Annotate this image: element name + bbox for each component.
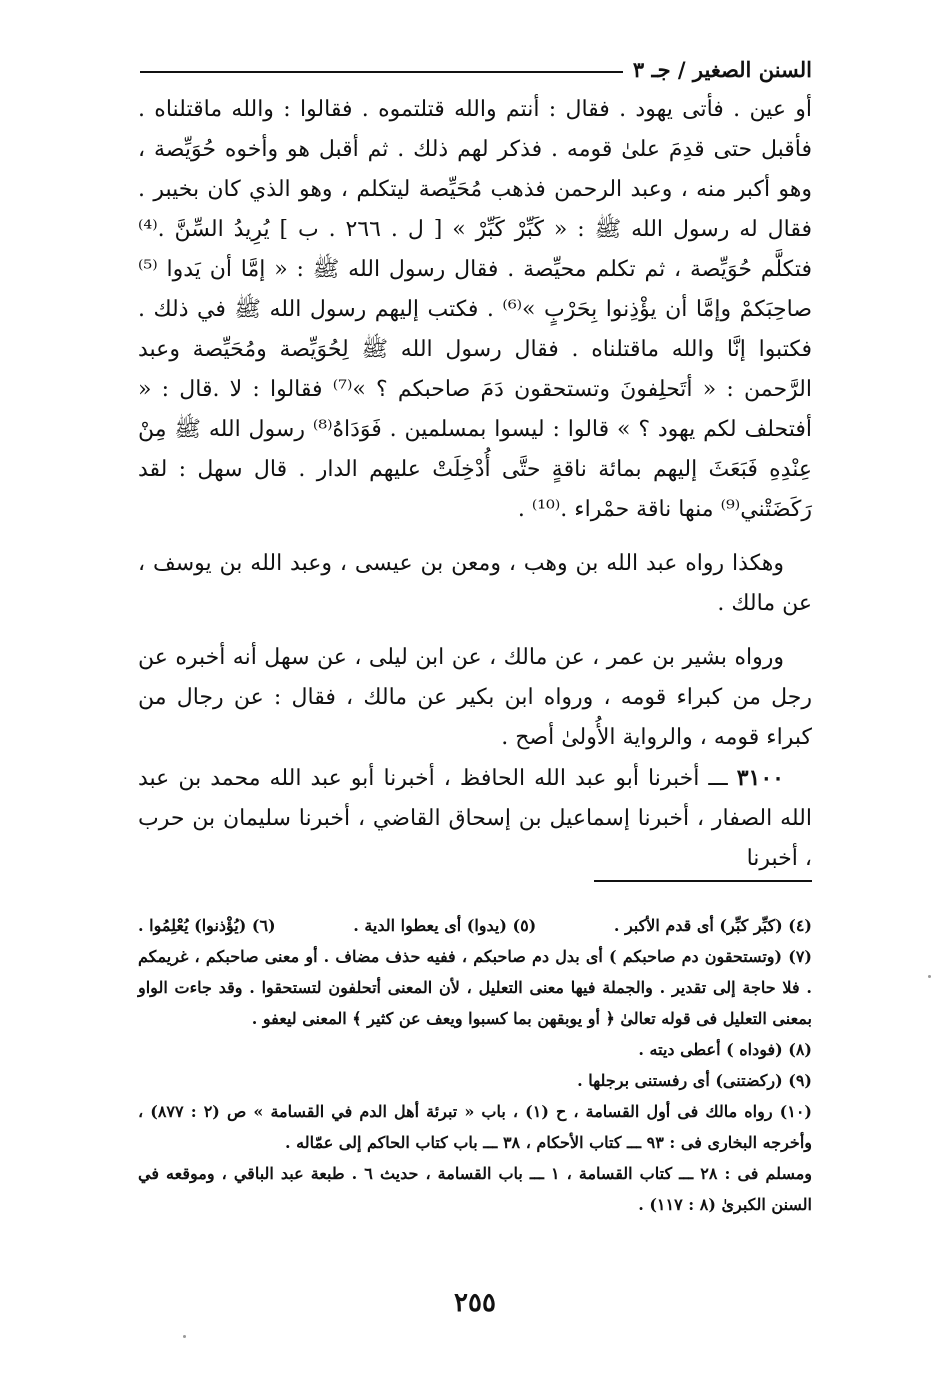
- hadith-text: ـــ أخبرنا أبو عبد الله الحافظ ، أخبرنا أبو عبد الله محمد بن عبد الله الصفار ، أخبرنا إسماعيل بن إسحاق القاضي ، أخبرنا سليمان بن حرب ، أخبرنا: [138, 766, 812, 871]
- footnote-10: (١٠) رواه مالك فى أول القسامة ، ح (١) ، باب « تبرئة أهل الدم في القسامة » ص (٢ : ٨٧٧) ، وأخرجه البخارى فى : ٩٣ ـــ كتاب الأحكام ، ٣٨ ـــ باب كتاب الحاكم إلى عمّاله .: [138, 1102, 812, 1152]
- footnote-row: [138, 910, 812, 941]
- main-text: [138, 90, 812, 879]
- scan-speck: [928, 975, 931, 978]
- body-paragraph-3: ورواه بشير بن عمر ، عن مالك ، عن ابن ليلى ، عن سهل أنه أخبره عن رجل من كبراء قومه ، ورواه ابن بكير عن مالك ، فقال : عن رجال من كبراء قومه ، والرواية الأُولىٰ أصح .: [138, 645, 812, 750]
- scan-speck: [183, 1335, 186, 1338]
- running-header: [140, 54, 812, 84]
- footnote-10-continued: ومسلم فى : ٢٨ ـــ كتاب القسامة ، ١ ـــ باب القسامة ، حديث ٦ . طبعة عبد الباقي ، وموقعه في السنن الكبرىٰ (٨ : ١١٧) .: [138, 1164, 813, 1214]
- footnote-8: (٨) (فوداه ) أعطى ديته .: [638, 1040, 812, 1059]
- footnotes: [138, 910, 812, 1220]
- body-paragraph-1: أو عين . فأتى يهود . فقال : أنتم والله قتلتموه . فقالوا : والله ماقتلناه . فأقبل حتى قدِمَ علىٰ قومه . فذكر لهم ذلك . ثم أقبل هو وأخوه حُوَيِّصة ، وهو أكبر منه ، وعبد الرحمن فذهب مُحَيِّصة ليتكلم ، وهو الذي كان بخيبر . فقال له رسول الله ﷺ : « كَبِّرْ كَبِّرْ » [ ل . ٢٦٦ . ب ] يُرِيدُ السِّنَّ .⁽⁴⁾ فتكلَّم حُوَيِّصة ، ثم تكلم محيِّصة . فقال رسول الله ﷺ : « إمَّا أن يَدوا ⁽⁵⁾ صاحِبَكمْ وإمَّا أن يؤْذِنوا بِحَرْبٍ »⁽⁶⁾ . فكتب إليهم رسول الله ﷺ في ذلك . فكتبوا إنَّا والله ماقتلناه . فقال رسول الله ﷺ لِحُوَيِّصة ومُحَيِّصة وعبد الرَّحمن : « أتَحلِفونَ وتستحقون دَمَ صاحبكم ؟ »⁽⁷⁾ فقالوا : لا .قال : « أفتحلف لكم يهود ؟ » قالوا : ليسوا بمسلمين . فَوَدَاهُ⁽⁸⁾ رسول الله ﷺ مِنْ عِنْدِهِ فَبَعَثَ إليهم بمائة ناقةٍ حتَّى أُدْخِلَتْ عليهم الدار . قال سهل : لقد رَكَضَتْني⁽⁹⁾ منها ناقة حمْراء .⁽¹⁰⁾ .: [138, 97, 813, 522]
- page-number: ٢٥٥: [454, 1288, 496, 1318]
- footnote-5: (٥) (يدوا) أى يعطوا الدية .: [353, 916, 537, 935]
- footnote-4: (٤) (كبِّر كبِّر) أى قدم الأكبر .: [613, 916, 812, 935]
- footnote-7: (٧) (وتستحقون دم صاحبكم ) أى بدل دم صاحبكم ، ففيه حذف مضاف . أو معنى صاحبكم ، غريمكم . فلا حاجة إلى تقدير . والجملة فيها معنى التعليل ، لأن المعنى أتحلفون لتستحقوا . وقد جاءت الواو بمعنى التعليل فى قوله تعالىٰ ﴿ أو يوبقهن بما كسبوا ويعف عن كثير ﴾ المعنى ليعفو .: [138, 947, 812, 1028]
- running-head-title: السنن الصغير / جـ ٣: [632, 56, 812, 82]
- hadith-paragraph: [138, 758, 812, 879]
- footnote-separator: [594, 880, 812, 882]
- footnote-6: (٦) (يُؤْذنوا) يُعْلِمُوا .: [138, 916, 276, 935]
- footnote-9: (٩) (ركضتنى) أى رفستنى برجلها .: [577, 1071, 812, 1090]
- header-rule: [140, 71, 623, 73]
- body-paragraph-2: وهكذا رواه عبد الله بن وهب ، ومعن بن عيسى ، وعبد الله بن يوسف ، عن مالك .: [138, 551, 812, 616]
- hadith-number: ٣١٠٠: [736, 765, 784, 791]
